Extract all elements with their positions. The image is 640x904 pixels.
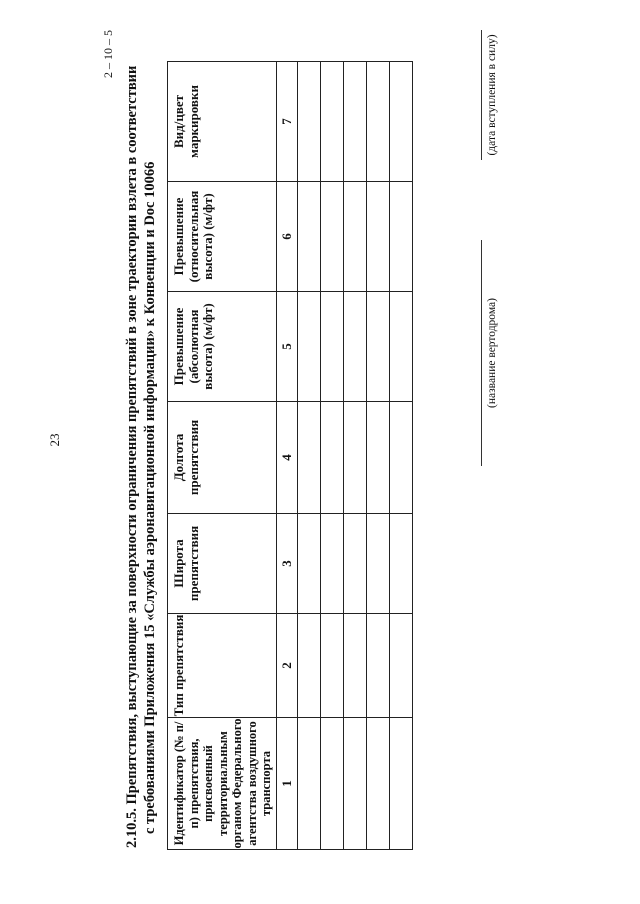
heading-line-2: с требованиями Приложения 15 «Службы аэронавигационной информации» к Конвенции и Doc 10066 (142, 161, 158, 834)
table-cell (390, 182, 413, 292)
table-cell (344, 292, 367, 402)
column-number-row (277, 62, 298, 850)
table-cell (390, 718, 413, 850)
column-number: 1 (277, 718, 298, 850)
table-cell (321, 182, 344, 292)
table-cell (344, 514, 367, 614)
header-latitude: Широта препятствия (168, 514, 277, 614)
rotated-content (123, 34, 519, 850)
table-cell (298, 402, 321, 514)
table-cell (390, 292, 413, 402)
date-signature-line (481, 30, 482, 160)
table-cell (298, 718, 321, 850)
aerodrome-signature (481, 240, 498, 466)
aerodrome-caption: (название вертодрома) (486, 298, 498, 408)
header-identifier: Идентификатор (№ п/п) препятствия, присвоенный территориальным органом Федерального агентства воздушного транспорта (168, 718, 277, 850)
column-number: 4 (277, 402, 298, 514)
table-cell (390, 62, 413, 182)
table-cell (367, 182, 390, 292)
table-cell (367, 402, 390, 514)
column-number: 7 (277, 62, 298, 182)
table-row (298, 62, 321, 850)
document-code: 2 – 10 – 5 (101, 30, 115, 78)
table-header-row (168, 62, 277, 850)
table-cell (321, 718, 344, 850)
table-cell (344, 402, 367, 514)
section-heading (123, 54, 159, 848)
table-cell (344, 718, 367, 850)
date-caption: (дата вступления в силу) (486, 34, 498, 156)
table-cell (344, 62, 367, 182)
obstacles-table (167, 61, 413, 850)
header-elevation-relative: Превышение (относительная высота) (м/фт) (168, 182, 277, 292)
table-cell (298, 182, 321, 292)
table-cell (344, 182, 367, 292)
table-row (344, 62, 367, 850)
column-number: 3 (277, 514, 298, 614)
column-number: 2 (277, 614, 298, 718)
table-cell (367, 718, 390, 850)
table-cell (298, 514, 321, 614)
table-cell (298, 62, 321, 182)
header-marking: Вид/цвет маркировки (168, 62, 277, 182)
page-number: 23 (47, 433, 62, 447)
table-cell (367, 292, 390, 402)
table-cell (367, 62, 390, 182)
table-cell (321, 62, 344, 182)
date-signature (481, 30, 498, 160)
column-number: 5 (277, 292, 298, 402)
table-cell (298, 614, 321, 718)
header-longitude: Долгота препятствия (168, 402, 277, 514)
table-cell (390, 614, 413, 718)
table-cell (321, 402, 344, 514)
table-cell (367, 514, 390, 614)
table-cell (367, 614, 390, 718)
table-cell (298, 292, 321, 402)
table-row (390, 62, 413, 850)
table-cell (390, 514, 413, 614)
column-number: 6 (277, 182, 298, 292)
table-cell (321, 614, 344, 718)
heading-line-1: 2.10.5. Препятствия, выступающие за поверхности ограничения препятствий в зоне траектории взлета в соответствии (124, 65, 140, 848)
table-row (367, 62, 390, 850)
table-cell (321, 514, 344, 614)
table-row (321, 62, 344, 850)
table-cell (321, 292, 344, 402)
table-cell (344, 614, 367, 718)
aerodrome-signature-line (481, 240, 482, 466)
header-elevation-absolute: Превышение (абсолютная высота) (м/фт) (168, 292, 277, 402)
table-cell (390, 402, 413, 514)
header-type: Тип препятствия (168, 614, 277, 718)
